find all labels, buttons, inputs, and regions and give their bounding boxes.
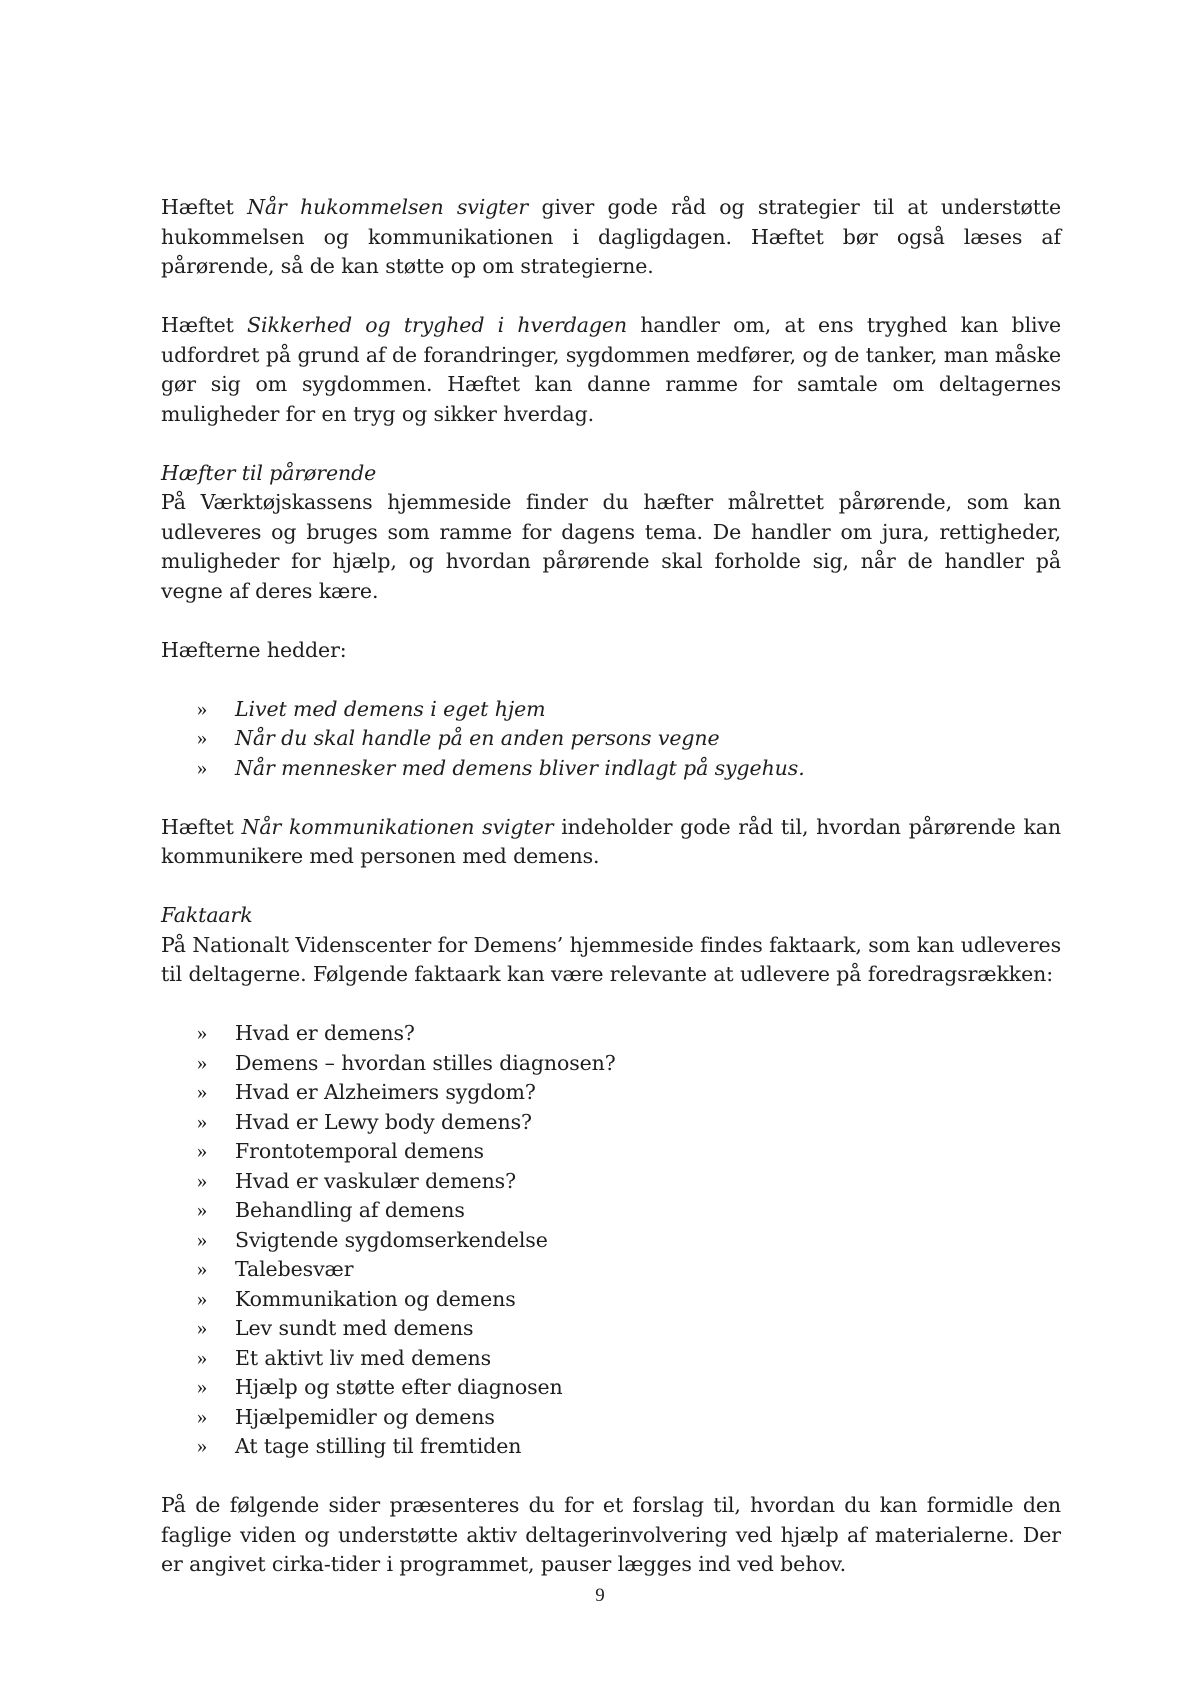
fact-sheet-list xyxy=(161,1019,1061,1462)
paragraph-memory-booklet xyxy=(161,193,1061,282)
list-item-text: At tage stilling til fremtiden xyxy=(235,1434,522,1458)
list-item xyxy=(161,695,1061,725)
bullet-marker: » xyxy=(197,1140,208,1162)
list-item-text: Når du skal handle på en anden persons vegne xyxy=(235,726,720,750)
list-item xyxy=(161,754,1061,784)
list-item xyxy=(161,1285,1061,1315)
list-item xyxy=(161,1226,1061,1256)
list-item xyxy=(161,1255,1061,1285)
paragraph-text: indeholder gode råd til, hvordan pårørende kan kommunikere med personen med demens. xyxy=(161,814,1061,868)
bullet-marker: » xyxy=(197,1081,208,1103)
list-item xyxy=(161,1403,1061,1433)
list-item xyxy=(161,1314,1061,1344)
bullet-marker: » xyxy=(197,1346,208,1369)
bullet-marker: » xyxy=(197,1435,208,1457)
subheading-facts: Faktaark xyxy=(161,903,253,927)
bullet-marker: » xyxy=(197,1228,208,1251)
list-item-text: Hvad er Alzheimers sygdom? xyxy=(235,1080,536,1104)
paragraph-communication-booklet xyxy=(161,813,1061,872)
list-item-text: Lev sundt med demens xyxy=(235,1316,474,1340)
bullet-marker: » xyxy=(197,1287,208,1310)
list-item xyxy=(161,1019,1061,1049)
list-item xyxy=(161,1344,1061,1374)
list-item-text: Kommunikation og demens xyxy=(235,1286,516,1311)
bullet-marker: » xyxy=(197,1022,208,1044)
list-item xyxy=(161,724,1061,754)
paragraph-facts-intro: På Nationalt Videnscenter for Demens’ hjemmeside findes faktaark, som kan udleveres til deltagerne. Følgende faktaark kan være relevante at udlevere på foredragsrækken: xyxy=(161,932,1061,986)
list-item-text: Frontotemporal demens xyxy=(235,1139,484,1163)
list-item-text: Behandling af demens xyxy=(235,1198,465,1222)
list-item xyxy=(161,1049,1061,1079)
list-item-text: Hvad er vaskulær demens? xyxy=(235,1168,516,1193)
paragraph-lead: Hæftet xyxy=(161,195,248,219)
list-item xyxy=(161,1432,1061,1462)
subheading-relatives: Hæfter til pårørende xyxy=(161,460,377,485)
paragraph-booklets-named: Hæfterne hedder: xyxy=(161,637,347,662)
bullet-marker: » xyxy=(197,756,208,779)
list-item-text: Hjælp og støtte efter diagnosen xyxy=(235,1375,563,1399)
booklet-title: Sikkerhed og tryghed i hverdagen xyxy=(247,313,628,337)
list-item xyxy=(161,1167,1061,1197)
list-item-text: Hvad er Lewy body demens? xyxy=(235,1109,532,1134)
bullet-marker: » xyxy=(197,727,208,749)
booklet-title: Når kommunikationen svigter xyxy=(241,814,554,839)
list-item-text: Et aktivt liv med demens xyxy=(235,1345,492,1370)
list-item xyxy=(161,1373,1061,1403)
paragraph-closing: På de følgende sider præsenteres du for et forslag til, hvordan du kan formidle den faglige viden og understøtte aktiv deltagerinvolvering ved hjælp af materialerne. Der er angivet cirka-tider i programmet, pauser lægges ind ved behov. xyxy=(161,1493,1061,1576)
bullet-marker: » xyxy=(197,1199,208,1221)
paragraph-lead: Hæftet xyxy=(161,313,248,337)
list-item xyxy=(161,1108,1061,1138)
list-item xyxy=(161,1078,1061,1108)
bullet-marker: » xyxy=(197,1258,208,1280)
paragraph-text: giver gode råd og strategier til at understøtte hukommelsen og kommunikationen i dagligdagen. Hæftet bør også læses af pårørende, så de kan støtte op om strategierne. xyxy=(161,195,1062,278)
bullet-marker: » xyxy=(197,1376,208,1398)
list-item-text: Når mennesker med demens bliver indlagt på sygehus. xyxy=(235,755,805,780)
relatives-booklet-list xyxy=(161,695,1061,784)
paragraph-relatives-intro: På Værktøjskassens hjemmeside finder du hæfter målrettet pårørende, som kan udleveres og bruges som ramme for dagens tema. De handler om jura, rettigheder, muligheder for hjælp, og hvordan pårørende skal forholde sig, når de handler på vegne af deres kære. xyxy=(161,490,1061,603)
page-number: 9 xyxy=(595,1585,605,1606)
list-item-text: Hjælpemidler og demens xyxy=(235,1404,495,1429)
list-item xyxy=(161,1196,1061,1226)
bullet-marker: » xyxy=(197,1317,208,1339)
bullet-marker: » xyxy=(197,1051,208,1074)
bullet-marker: » xyxy=(197,1169,208,1192)
list-item-text: Svigtende sygdomserkendelse xyxy=(235,1227,548,1252)
list-item-text: Talebesvær xyxy=(235,1257,354,1281)
paragraph-safety-booklet xyxy=(161,311,1061,429)
booklet-title: Når hukommelsen svigter xyxy=(247,195,529,219)
list-item-text: Livet med demens i eget hjem xyxy=(235,696,546,721)
list-item xyxy=(161,1137,1061,1167)
bullet-marker: » xyxy=(197,1110,208,1133)
paragraph-lead: Hæftet xyxy=(161,814,242,839)
bullet-marker: » xyxy=(197,1405,208,1428)
list-item-text: Demens – hvordan stilles diagnosen? xyxy=(235,1050,616,1075)
document-page xyxy=(161,193,1061,1580)
paragraph-text: handler om, at ens tryghed kan blive udfordret på grund af de forandringer, sygdommen medfører, og de tanker, man måske gør sig om sygdommen. Hæftet kan danne ramme for samtale om deltagernes muligheder for en tryg og sikker hverdag. xyxy=(161,313,1061,426)
list-item-text: Hvad er demens? xyxy=(235,1021,415,1045)
bullet-marker: » xyxy=(197,697,208,720)
